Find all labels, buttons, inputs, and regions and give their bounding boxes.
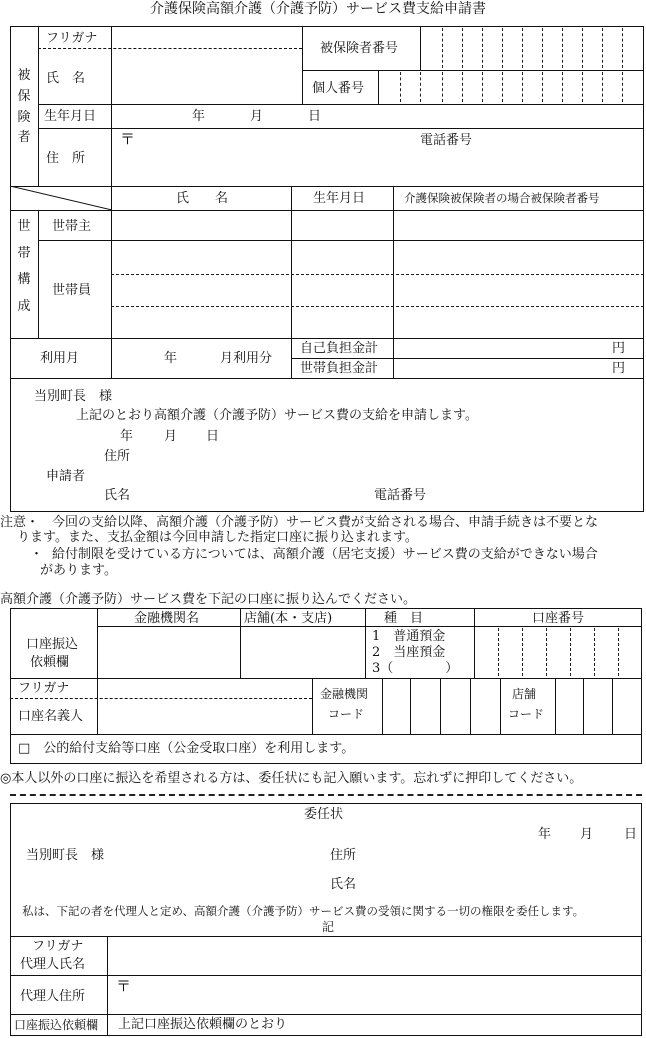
bank-code-label: 金融機関 (320, 687, 369, 701)
birth-label: 生年月日 (44, 109, 97, 124)
phone-label: 電話番号 (420, 133, 473, 148)
cut-line (10, 794, 642, 796)
agent-name-label: 代理人氏名 (20, 957, 86, 972)
col-name: 氏 名 (176, 191, 229, 206)
agent-address-label: 代理人住所 (20, 989, 86, 1004)
head-label: 世帯主 (52, 219, 92, 234)
proxy-title: 委任状 (304, 807, 344, 822)
name-label: 氏 名 (46, 71, 86, 86)
self-burden-label: 自己負担金計 (300, 341, 379, 356)
type-col: 種 目 (384, 611, 424, 626)
member-label: 世帯員 (52, 283, 92, 298)
bank-row-label: 口座振込 (26, 637, 79, 652)
household-burden-label: 世帯負担金計 (300, 361, 379, 376)
type-current: 2 当座預金 (372, 645, 446, 660)
insured-number-label: 被保険者番号 (320, 41, 399, 56)
postal-mark: 〒 (120, 130, 136, 148)
applicant-phone-label: 電話番号 (374, 488, 427, 503)
applicant-address-label: 住所 (104, 449, 131, 464)
main-form-frame (10, 26, 644, 512)
proxy-addressee: 当別町長 様 (26, 848, 105, 863)
agent-account-value: 上記口座振込依頼欄のとおり (118, 1017, 288, 1032)
application-statement: 上記のとおり高額介護（介護予防）サービス費の支給を申請します。 (76, 408, 478, 423)
account-number-col: 口座番号 (532, 611, 585, 626)
type-ordinary: 1 普通預金 (372, 629, 446, 644)
applicant-label: 申請者 (46, 469, 86, 484)
bank-furigana-label: フリガナ (18, 681, 70, 696)
form-title: 介護保険高額介護（介護予防）サービス費支給申請書 (150, 1, 486, 17)
bank-intro: 高額介護（介護予防）サービス費を下記の口座に振り込んでください。 (0, 592, 417, 607)
branch-code-label: 店舗 (512, 687, 537, 701)
personal-number-label: 個人番号 (312, 81, 365, 96)
agent-furigana-label: フリガナ (32, 939, 84, 954)
type-other: 3（ ） (372, 661, 459, 676)
applicant-name-label: 氏名 (104, 488, 131, 503)
insured-side-label: 被 保 険 者 (17, 68, 31, 146)
application-addressee: 当別町長 様 (34, 389, 113, 404)
diagonal-header-cell (10, 186, 112, 210)
col-birth: 生年月日 (313, 191, 366, 206)
bank-name-col: 金融機関名 (134, 611, 200, 626)
public-account-checkbox[interactable]: □ 公的給付支給等口座（公金受取口座）を利用します。 (18, 741, 355, 756)
address-label: 住 所 (46, 151, 86, 166)
household-side-label: 世 帯 構 成 (17, 219, 31, 314)
proxy-name-label: 氏名 (330, 877, 357, 892)
account-holder-label: 口座名義人 (18, 709, 84, 724)
notes-label: 注意・ (0, 515, 40, 530)
usage-month-label: 利用月 (40, 351, 80, 366)
proxy-statement: 私は、下記の者を代理人と定め、高額介護（介護予防）サービス費の受領に関する一切の権限を委任します。 (22, 904, 585, 918)
agent-account-label: 口座振込依頼欄 (14, 1018, 99, 1032)
branch-col: 店舗(本・支店) (244, 611, 333, 626)
col-insured-number: 介護保険被保険者の場合被保険者番号 (404, 191, 600, 205)
proxy-notice: ◎本人以外の口座に振込を希望される方は、委任状にも記入願います。忘れずに押印してください。 (0, 771, 583, 786)
furigana-label: フリガナ (46, 31, 98, 46)
proxy-address-label: 住所 (330, 848, 357, 863)
